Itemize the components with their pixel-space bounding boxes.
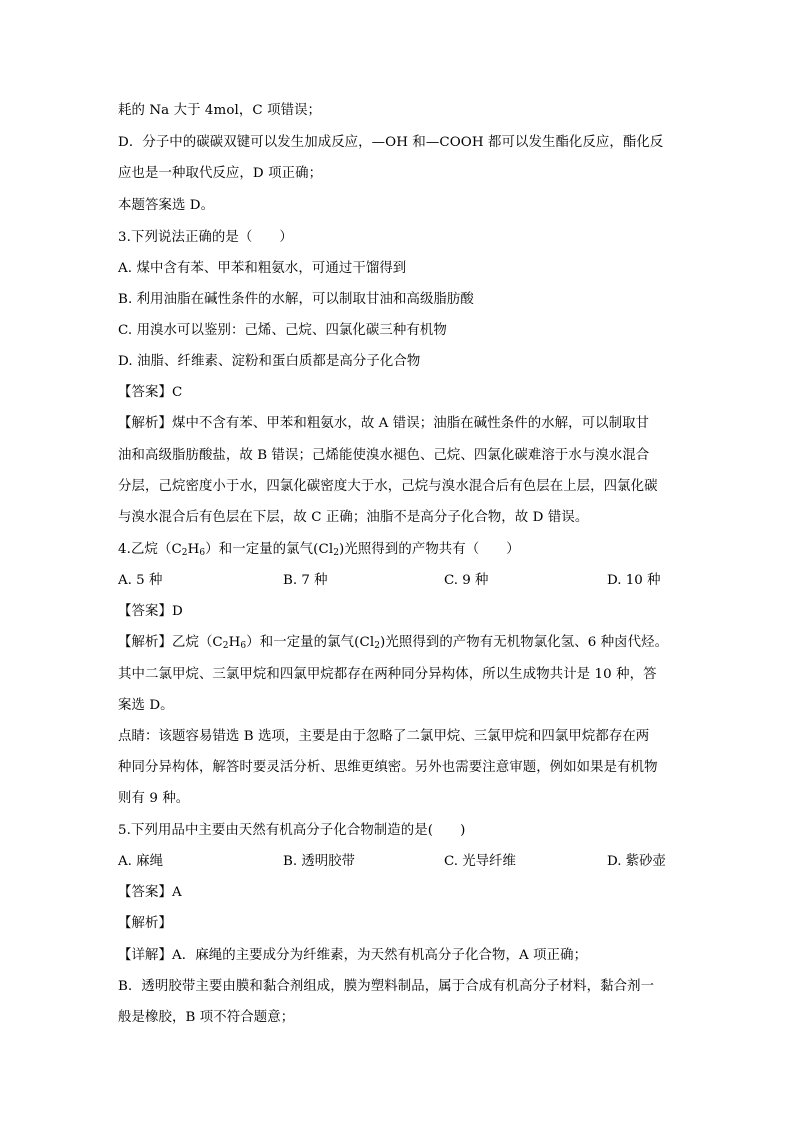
question-5-detail: 【详解】A．麻绳的主要成分为纤维素，为天然有机高分子化合物，A 项正确； — [118, 948, 588, 963]
text-line: D．分子中的碳碳双键可以发生加成反应，—OH 和—COOH 都可以发生酯化反应，酯化反 — [118, 135, 664, 150]
question-3-analysis: 【解析】煤中不含有苯、甲苯和粗氨水，故 A 错误；油脂在碱性条件的水解，可以制取甘 — [118, 416, 650, 431]
question-3-analysis: 油和高级脂肪酸盐，故 B 错误；己烯能使溴水褪色、己烷、四氯化碳难溶于水与溴水混合 — [118, 448, 650, 463]
question-5-option-b: B. 透明胶带 — [283, 854, 355, 869]
question-3-analysis: 分层，己烷密度小于水，四氯化碳密度大于水，己烷与溴水混合后有色层在上层，四氯化碳 — [118, 479, 658, 494]
question-4-tip: 种同分异构体，解答时要灵活分析、思维更缜密。另外也需要注意审题，例如如果是有机物 — [118, 760, 658, 775]
question-3-answer: 【答案】C — [118, 385, 183, 400]
text-line: 本题答案选 D。 — [118, 198, 215, 213]
question-4-answer: 【答案】D — [118, 604, 183, 619]
question-5-detail: 般是橡胶，B 项不符合题意； — [118, 1010, 295, 1025]
question-4-analysis: 【解析】乙烷$(C_2H_6)$和一定量的氯气$(Cl_2)$光照得到的产物有无机物氯化氢、6 种卤代烃。 — [118, 635, 669, 651]
text-line: 耗的 Na 大于 4mol，C 项错误； — [118, 103, 322, 118]
question-4-stem: 4.乙烷$(C_2H_6)$和一定量的氯气$(Cl_2)$光照得到的产物共有（ ） — [118, 542, 520, 558]
question-3-option-b: B. 利用油脂在碱性条件的水解，可以制取甘油和高级脂肪酸 — [118, 292, 474, 307]
question-4-analysis: 案选 D。 — [118, 698, 174, 713]
question-5-option-c: C. 光导纤维 — [444, 854, 516, 869]
question-4-option-a: A. 5 种 — [118, 573, 163, 588]
question-3-option-a: A. 煤中含有苯、甲苯和粗氨水，可通过干馏得到 — [118, 261, 407, 276]
question-3-option-c: C. 用溴水可以鉴别：己烯、己烷、四氯化碳三种有机物 — [118, 323, 447, 338]
question-4-tip: 则有 9 种。 — [118, 791, 190, 806]
question-5-stem: 5.下列用品中主要由天然有机高分子化合物制造的是( ) — [118, 823, 466, 838]
question-4-analysis: 其中二氯甲烷、三氯甲烷和四氯甲烷都存在两种同分异构体，所以生成物共计是 10 种，答 — [118, 667, 657, 682]
question-4-tip: 点睛：该题容易错选 B 选项，主要是由于忽略了二氯甲烷、三氯甲烷和四氯甲烷都存在两 — [118, 729, 650, 744]
question-4-option-c: C. 9 种 — [444, 573, 489, 588]
question-3-analysis: 与溴水混合后有色层在下层，故 C 正确；油脂不是高分子化合物，故 D 错误。 — [118, 510, 589, 525]
question-4-option-d: D. 10 种 — [607, 573, 661, 588]
question-3-stem: 3.下列说法正确的是（ ） — [118, 230, 293, 245]
question-5-detail: B．透明胶带主要由膜和黏合剂组成，膜为塑料制品，属于合成有机高分子材料，黏合剂一 — [118, 979, 655, 994]
question-5-option-d: D. 紫砂壶 — [607, 854, 666, 869]
question-3-option-d: D. 油脂、纤维素、淀粉和蛋白质都是高分子化合物 — [118, 354, 421, 369]
question-5-analysis-heading: 【解析】 — [118, 916, 172, 931]
text-line: 应也是一种取代反应，D 项正确； — [118, 166, 323, 181]
question-5-option-a: A. 麻绳 — [118, 854, 163, 869]
question-4-option-b: B. 7 种 — [283, 573, 328, 588]
question-5-answer: 【答案】A — [118, 885, 182, 900]
